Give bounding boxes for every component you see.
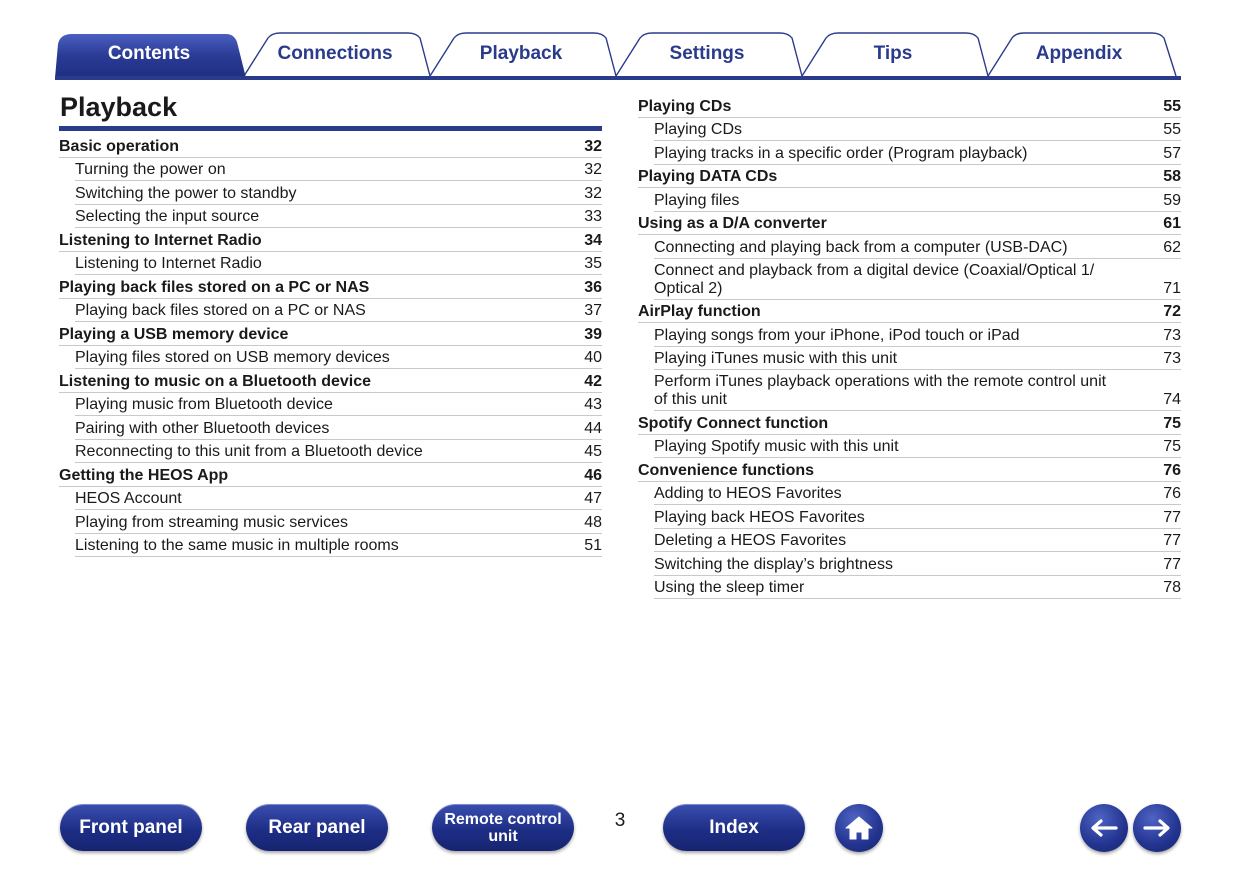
- toc-page-number: 55: [1163, 121, 1181, 138]
- toc-page-number: 55: [1163, 97, 1181, 115]
- toc-page-number: 61: [1163, 215, 1181, 232]
- toc-page-number: 33: [584, 208, 602, 225]
- toc-section-heading[interactable]: [59, 275, 602, 299]
- toc-entry-title: [654, 145, 1163, 163]
- toc-entry-title: [59, 232, 584, 250]
- toc-entry[interactable]: [638, 529, 1181, 553]
- toc-entry-text: Deleting a HEOS Favorites: [654, 532, 847, 549]
- toc-page-number: 76: [1163, 485, 1181, 502]
- toc-entry-text: Playing Spotify music with this unit: [654, 438, 899, 455]
- toc-entry-title: [59, 467, 584, 485]
- toc-entry[interactable]: [59, 181, 602, 205]
- toc-entry[interactable]: [59, 346, 602, 370]
- toc-entry-title: [638, 168, 1163, 186]
- toc-entry-text: Playing CDs: [638, 97, 732, 115]
- remote-control-label-line1: Remote control: [444, 810, 562, 828]
- toc-entry-title: [654, 327, 1163, 345]
- toc-page-number: 35: [584, 255, 602, 272]
- toc-entry[interactable]: [638, 482, 1181, 506]
- toc-page-number: 78: [1163, 579, 1181, 596]
- page-title: Playback: [60, 92, 178, 122]
- toc-entry-title: [75, 396, 584, 414]
- toc-entry-text: Switching the display’s brightness: [654, 555, 893, 573]
- toc-entry-text: Playing DATA CDs: [638, 168, 778, 185]
- toc-entry[interactable]: [638, 576, 1181, 600]
- toc-entry-title: [654, 373, 1163, 409]
- toc-entry-title: [638, 462, 1163, 480]
- toc-entry-text-line2: Optical 2): [654, 279, 723, 297]
- toc-entry-text: Playing files stored on USB memory devices: [75, 349, 390, 366]
- toc-page-number: 32: [584, 161, 602, 178]
- toc-page-number: 74: [1163, 391, 1181, 408]
- toc-page-number: 46: [584, 466, 602, 484]
- toc-entry[interactable]: [638, 235, 1181, 259]
- back-button[interactable]: [1080, 804, 1128, 852]
- tab-settings[interactable]: Settings: [669, 43, 745, 64]
- toc-page-number: 73: [1163, 350, 1181, 367]
- toc-entry-text: Playing songs from your iPhone, iPod touch or iPad: [654, 326, 1020, 344]
- toc-page-number: 36: [584, 278, 602, 296]
- toc-section-heading[interactable]: [59, 228, 602, 252]
- toc-entry[interactable]: [59, 252, 602, 276]
- toc-entry-title: [75, 161, 584, 179]
- toc-page-number: 32: [584, 184, 602, 202]
- toc-page-number: 39: [584, 325, 602, 343]
- toc-entry-text: Playing music from Bluetooth device: [75, 396, 333, 413]
- rear-panel-label: Rear panel: [268, 817, 366, 838]
- toc-entry-text: Listening to Internet Radio: [75, 255, 262, 272]
- toc-page-number: 59: [1163, 191, 1181, 209]
- toc-entry[interactable]: [59, 487, 602, 511]
- toc-page-number: 77: [1163, 508, 1181, 526]
- toc-page-number: 43: [584, 396, 602, 413]
- toc-page-number: 77: [1163, 532, 1181, 549]
- toc-section-heading[interactable]: [59, 134, 602, 158]
- toc-section-heading[interactable]: [638, 212, 1181, 236]
- toc-entry[interactable]: [59, 440, 602, 464]
- toc-entry-title: [654, 509, 1163, 527]
- toc-right-column: [638, 94, 1181, 599]
- toc-entry-text: Playing back files stored on a PC or NAS: [59, 278, 370, 296]
- toc-entry[interactable]: [638, 552, 1181, 576]
- toc-entry-title: [654, 532, 1163, 550]
- toc-entry-title: [59, 138, 584, 156]
- toc-page-number: 32: [584, 137, 602, 155]
- toc-section-heading[interactable]: [638, 458, 1181, 482]
- tab-shapes: [0, 0, 1240, 82]
- toc-entry-title: [75, 443, 584, 461]
- tab-connections[interactable]: Connections: [277, 43, 393, 64]
- toc-entry-title: [59, 279, 584, 297]
- toc-entry-title: [75, 420, 584, 438]
- toc-entry[interactable]: [59, 510, 602, 534]
- toc-entry-title: [654, 556, 1163, 574]
- toc-section-heading[interactable]: [59, 463, 602, 487]
- toc-page-number: 73: [1163, 326, 1181, 344]
- toc-entry-text: Connecting and playing back from a computer (USB-DAC): [654, 238, 1068, 256]
- toc-entry-text: Playing a USB memory device: [59, 325, 289, 343]
- index-label: Index: [709, 817, 759, 838]
- toc-entry-title: [59, 373, 584, 391]
- toc-entry-text: Playing tracks in a specific order (Program playback): [654, 144, 1028, 162]
- toc-entry-text: Playing back HEOS Favorites: [654, 508, 865, 526]
- toc-entry[interactable]: [638, 347, 1181, 371]
- toc-page-number: 57: [1163, 144, 1181, 162]
- toc-entry[interactable]: [59, 416, 602, 440]
- title-rule: [59, 126, 602, 131]
- tab-playback[interactable]: Playback: [479, 43, 563, 64]
- toc-entry[interactable]: [638, 435, 1181, 459]
- toc-entry-title: [75, 255, 584, 273]
- toc-entry-title: [638, 303, 1163, 321]
- toc-entry[interactable]: [59, 534, 602, 558]
- toc-page-number: 44: [584, 419, 602, 437]
- toc-entry-text-line2: of this unit: [654, 391, 727, 408]
- toc-entry-text: Listening to Internet Radio: [59, 231, 262, 249]
- toc-entry-text: Playing CDs: [654, 121, 743, 138]
- arrow-left-icon: [1089, 818, 1119, 838]
- toc-entry-text: Pairing with other Bluetooth devices: [75, 419, 330, 437]
- toc-entry-title: [59, 326, 584, 344]
- toc-entry-text: Connect and playback from a digital device (Coaxial/Optical 1/: [654, 261, 1095, 279]
- toc-entry[interactable]: [59, 205, 602, 229]
- toc-entry-text: Selecting the input source: [75, 208, 260, 225]
- arrow-right-icon: [1142, 818, 1172, 838]
- toc-entry[interactable]: [638, 118, 1181, 142]
- tab-bar: [0, 0, 1240, 82]
- toc-entry-text: Listening to music on a Bluetooth device: [59, 372, 372, 390]
- toc-entry-text: Playing files: [654, 191, 740, 209]
- toc-entry-text: Convenience functions: [638, 461, 815, 479]
- toc-page-number: 37: [584, 302, 602, 319]
- toc-page-number: 42: [584, 372, 602, 390]
- toc-page-number: 34: [584, 231, 602, 249]
- toc-entry[interactable]: [638, 323, 1181, 347]
- toc-entry-text: Turning the power on: [75, 161, 226, 178]
- remote-control-unit-button[interactable]: [432, 804, 574, 851]
- toc-entry-text: Reconnecting to this unit from a Bluetooth device: [75, 443, 423, 460]
- toc-entry-title: [654, 239, 1163, 257]
- rear-panel-button[interactable]: [246, 804, 388, 851]
- toc-entry[interactable]: [638, 188, 1181, 212]
- toc-entry-title: [75, 349, 584, 367]
- toc-page-number: 51: [584, 537, 602, 554]
- toc-entry-title: [75, 302, 584, 320]
- toc-section-heading[interactable]: [59, 322, 602, 346]
- toc-entry-title: [75, 185, 584, 203]
- front-panel-label: Front panel: [79, 817, 183, 838]
- toc-page-number: 72: [1163, 303, 1181, 320]
- toc-page-number: 45: [584, 443, 602, 460]
- home-icon: [844, 814, 874, 842]
- toc-entry-title: [638, 215, 1163, 233]
- toc-entry-text: Perform iTunes playback operations with the remote control unit: [654, 373, 1107, 390]
- toc-entry[interactable]: [638, 505, 1181, 529]
- toc-entry-title: [75, 514, 584, 532]
- toc-page-number: 40: [584, 349, 602, 366]
- toc-entry-text: Basic operation: [59, 137, 180, 155]
- tab-contents[interactable]: Contents: [107, 43, 191, 64]
- toc-entry-title: [654, 350, 1163, 368]
- toc-entry-title: [654, 579, 1163, 597]
- tab-appendix[interactable]: Appendix: [1035, 43, 1123, 64]
- toc-entry-title: [638, 415, 1163, 433]
- toc-entry-text: Listening to the same music in multiple rooms: [75, 537, 399, 554]
- toc-entry-text: Playing iTunes music with this unit: [654, 350, 898, 367]
- index-button[interactable]: [663, 804, 805, 851]
- toc-page-number: 47: [584, 490, 602, 507]
- toc-entry-text: Switching the power to standby: [75, 184, 297, 202]
- page-number: 3: [614, 810, 626, 831]
- toc-entry[interactable]: [638, 370, 1181, 411]
- toc-entry[interactable]: [59, 299, 602, 323]
- toc-page-number: 48: [584, 513, 602, 531]
- toc-page-number: 71: [1163, 279, 1181, 297]
- toc-entry-text: Playing from streaming music services: [75, 513, 348, 531]
- toc-entry-text: Getting the HEOS App: [59, 466, 229, 484]
- front-panel-button[interactable]: [60, 804, 202, 851]
- toc-section-heading[interactable]: [638, 165, 1181, 189]
- toc-entry-text: HEOS Account: [75, 490, 182, 507]
- toc-entry-text: AirPlay function: [638, 303, 761, 320]
- toc-entry[interactable]: [59, 393, 602, 417]
- toc-entry-text: Using as a D/A converter: [638, 215, 827, 232]
- toc-entry-title: [654, 192, 1163, 210]
- toc-entry-title: [654, 438, 1163, 456]
- toc-page-number: 75: [1163, 438, 1181, 455]
- toc-entry-text: Using the sleep timer: [654, 579, 805, 596]
- toc-entry-title: [75, 537, 584, 555]
- toc-entry-text: Playing back files stored on a PC or NAS: [75, 302, 366, 319]
- toc-entry-title: [75, 490, 584, 508]
- toc-page-number: 75: [1163, 414, 1181, 432]
- toc-section-heading[interactable]: [59, 369, 602, 393]
- toc-left-column: [59, 134, 602, 557]
- toc-section-heading[interactable]: [638, 300, 1181, 324]
- toc-entry-title: [75, 208, 584, 226]
- tab-tips[interactable]: Tips: [873, 43, 913, 64]
- toc-page-number: 62: [1163, 238, 1181, 256]
- tab-baseline: [55, 76, 1181, 80]
- toc-section-heading[interactable]: [638, 94, 1181, 118]
- remote-control-label-line2: unit: [488, 827, 518, 845]
- toc-entry-title: [638, 98, 1163, 116]
- toc-entry-title: [654, 262, 1163, 298]
- toc-entry-text: Adding to HEOS Favorites: [654, 485, 842, 502]
- toc-section-heading[interactable]: [638, 411, 1181, 435]
- toc-page-number: 58: [1163, 168, 1181, 185]
- toc-entry-title: [654, 485, 1163, 503]
- toc-page-number: 76: [1163, 461, 1181, 479]
- toc-entry[interactable]: [638, 141, 1181, 165]
- toc-entry[interactable]: [59, 158, 602, 182]
- toc-entry-text: Spotify Connect function: [638, 414, 829, 432]
- toc-page-number: 77: [1163, 555, 1181, 573]
- toc-entry-title: [654, 121, 1163, 139]
- toc-entry[interactable]: [638, 259, 1181, 300]
- forward-button[interactable]: [1133, 804, 1181, 852]
- home-button[interactable]: [835, 804, 883, 852]
